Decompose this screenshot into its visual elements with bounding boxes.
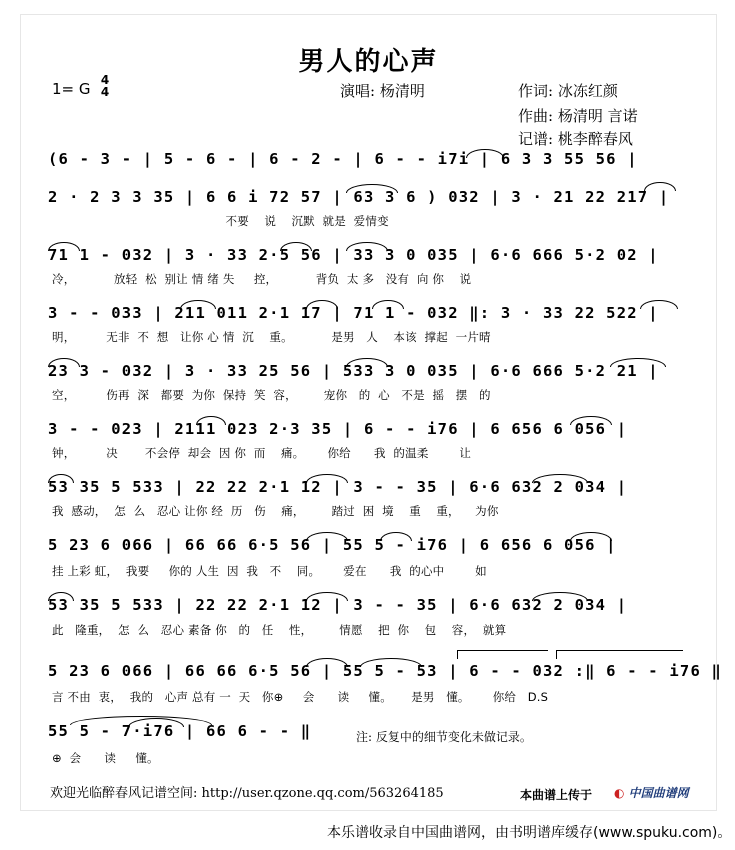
first-ending-bracket <box>457 650 548 659</box>
lyric-line-7: 我 感动， 怎 么 忍心 让你 经 历 伤 痛， 踏过 困 境 重 重， 为你 <box>52 504 499 518</box>
transcription-note: 注: 反复中的细节变化未做记录。 <box>356 730 532 744</box>
transcriber-credit: 记谱: 桃李醉春风 <box>518 130 633 148</box>
score-line-2: 2 · 2 3 3 35 | 6 6 i 72 57 | 63 3 6 ) 032 | 3 · 21 22 217 | <box>48 188 670 206</box>
second-ending-bracket <box>556 650 683 659</box>
lyric-line-3: 冷， 放轻 松 别让 情 绪 失 控， 背负 太 多 没有 向 你 说 <box>52 272 472 286</box>
lyric-line-9: 此 隆重， 怎 么 忍心 素备 你 的 任 性， 情愿 把 你 包 容， 就算 <box>52 623 507 637</box>
lyric-line-10: 言 不由 衷， 我的 心声 总有 一 天 你⊕ 会 读 懂。 是男 懂。 你给 D.S <box>52 690 549 704</box>
composer-credit: 作曲: 杨清明 言诺 <box>518 107 638 125</box>
meter-bottom: 4 <box>100 85 110 99</box>
score-line-8: 5 23 6 066 | 66 66 6·5 56 | 55 5 - i76 | 6 656 6 056 | <box>48 536 617 554</box>
lyric-line-5: 空， 伤再 深 都要 为你 保持 笑 容， 宠你 的 心 不是 摇 摆 的 <box>52 388 491 402</box>
logo-mark-icon: ◐ <box>614 786 625 800</box>
score-line-4: 3 - - 033 | 211 011 2·1 17 | 71 1 - 032 ‖: 3 · 33 22 522 | <box>48 304 659 322</box>
time-signature <box>98 74 112 98</box>
lyric-line-2: 不要 说 沉默 就是 爱情变 <box>52 214 389 228</box>
welcome-link-text: 欢迎光临醉春风记谱空间: http://user.qzone.qq.com/563264185 <box>50 786 444 801</box>
score-line-11: 55 5 - 7·i76 | 66 6 - - ‖ <box>48 722 312 740</box>
lyric-line-8: 挂 上彩 虹， 我要 你的 人生 因 我 不 同。 爱在 我 的心中 如 <box>52 564 487 578</box>
lyric-line-11: ⊕ 会 读 懂。 <box>52 751 159 765</box>
logo-text: 中国曲谱网 <box>628 786 689 800</box>
score-line-1: (6 - 3 - | 5 - 6 - | 6 - 2 - | 6 - - i7i | 6 3 3 55 56 | <box>48 150 638 168</box>
score-line-7: 53 35 5 533 | 22 22 2·1 12 | 3 - - 35 | 6·6 632 2 034 | <box>48 478 628 496</box>
score-line-5: 23 3 - 032 | 3 · 33 25 56 | 533 3 0 035 | 6·6 666 5·2 21 | <box>48 362 659 380</box>
meter-top: 4 <box>100 73 110 87</box>
lyric-line-4: 明， 无非 不 想 让你 心 情 沉 重。 是男 人 本该 撑起 一片晴 <box>52 330 491 344</box>
score-line-6: 3 - - 023 | 2111 023 2·3 35 | 6 - - i76 | 6 656 6 056 | <box>48 420 628 438</box>
key-signature: 1= G <box>52 80 91 98</box>
score-line-10: 5 23 6 066 | 66 66 6·5 56 | 55 5 - 53 | 6 - - 032 :‖ 6 - - i76 ‖ <box>48 662 723 680</box>
score-line-3: 71 1 - 032 | 3 · 33 2·5 56 | 33 3 0 035 | 6·6 666 5·2 02 | <box>48 246 659 264</box>
singer-credit: 演唱: 杨清明 <box>340 82 425 100</box>
upload-label: 本曲谱上传于 <box>520 788 593 802</box>
lyricist-credit: 作词: 冰冻红颜 <box>518 82 618 100</box>
cache-footer: 本乐谱收录自中国曲谱网，由书明谱库缓存(www.spuku.com)。 <box>327 825 732 841</box>
song-title: 男人的心声 <box>298 47 439 77</box>
lyric-line-6: 钟， 决 不会停 却会 因 你 而 痛。 你给 我 的温柔 让 <box>52 446 472 460</box>
site-logo <box>614 784 689 801</box>
score-line-9: 53 35 5 533 | 22 22 2·1 12 | 3 - - 35 | 6·6 632 2 034 | <box>48 596 628 614</box>
